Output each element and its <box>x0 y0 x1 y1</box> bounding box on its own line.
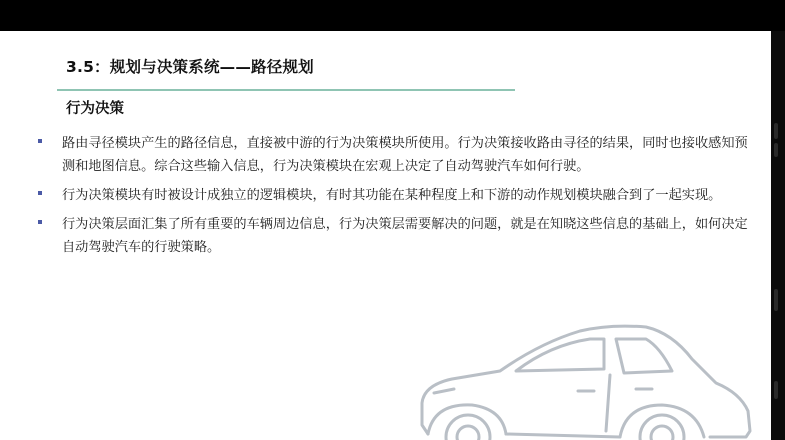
bullet-text: 行为决策模块有时被设计成独立的逻辑模块，有时其功能在某种程度上和下游的动作规划模块融合到了一起实现。 <box>62 188 722 203</box>
section-heading: 行为决策 <box>66 101 124 117</box>
bullet-item <box>38 184 758 207</box>
bullet-item <box>38 213 758 259</box>
right-edge-strip <box>771 31 785 440</box>
window-top-bar <box>0 0 785 31</box>
car-outline-icon <box>410 319 770 440</box>
bullet-text: 路由寻径模块产生的路径信息，直接被中游的行为决策模块所使用。行为决策接收路由寻径的结果，同时也接收感知预测和地图信息。综合这些输入信息，行为决策模块在宏观上决定了自动驾驶汽车如何行驶。 <box>62 136 748 174</box>
bullet-text: 行为决策层面汇集了所有重要的车辆周边信息，行为决策层需要解决的问题，就是在知晓这些信息的基础上，如何决定自动驾驶汽车的行驶策略。 <box>62 217 748 255</box>
square-bullet-icon <box>38 139 42 143</box>
square-bullet-icon <box>38 191 42 195</box>
presentation-slide <box>0 31 771 440</box>
title-underline <box>57 89 515 91</box>
square-bullet-icon <box>38 220 42 224</box>
bullet-list <box>38 132 758 265</box>
bullet-item <box>38 132 758 178</box>
slide-title: 3.5：规划与决策系统——路径规划 <box>66 58 314 76</box>
